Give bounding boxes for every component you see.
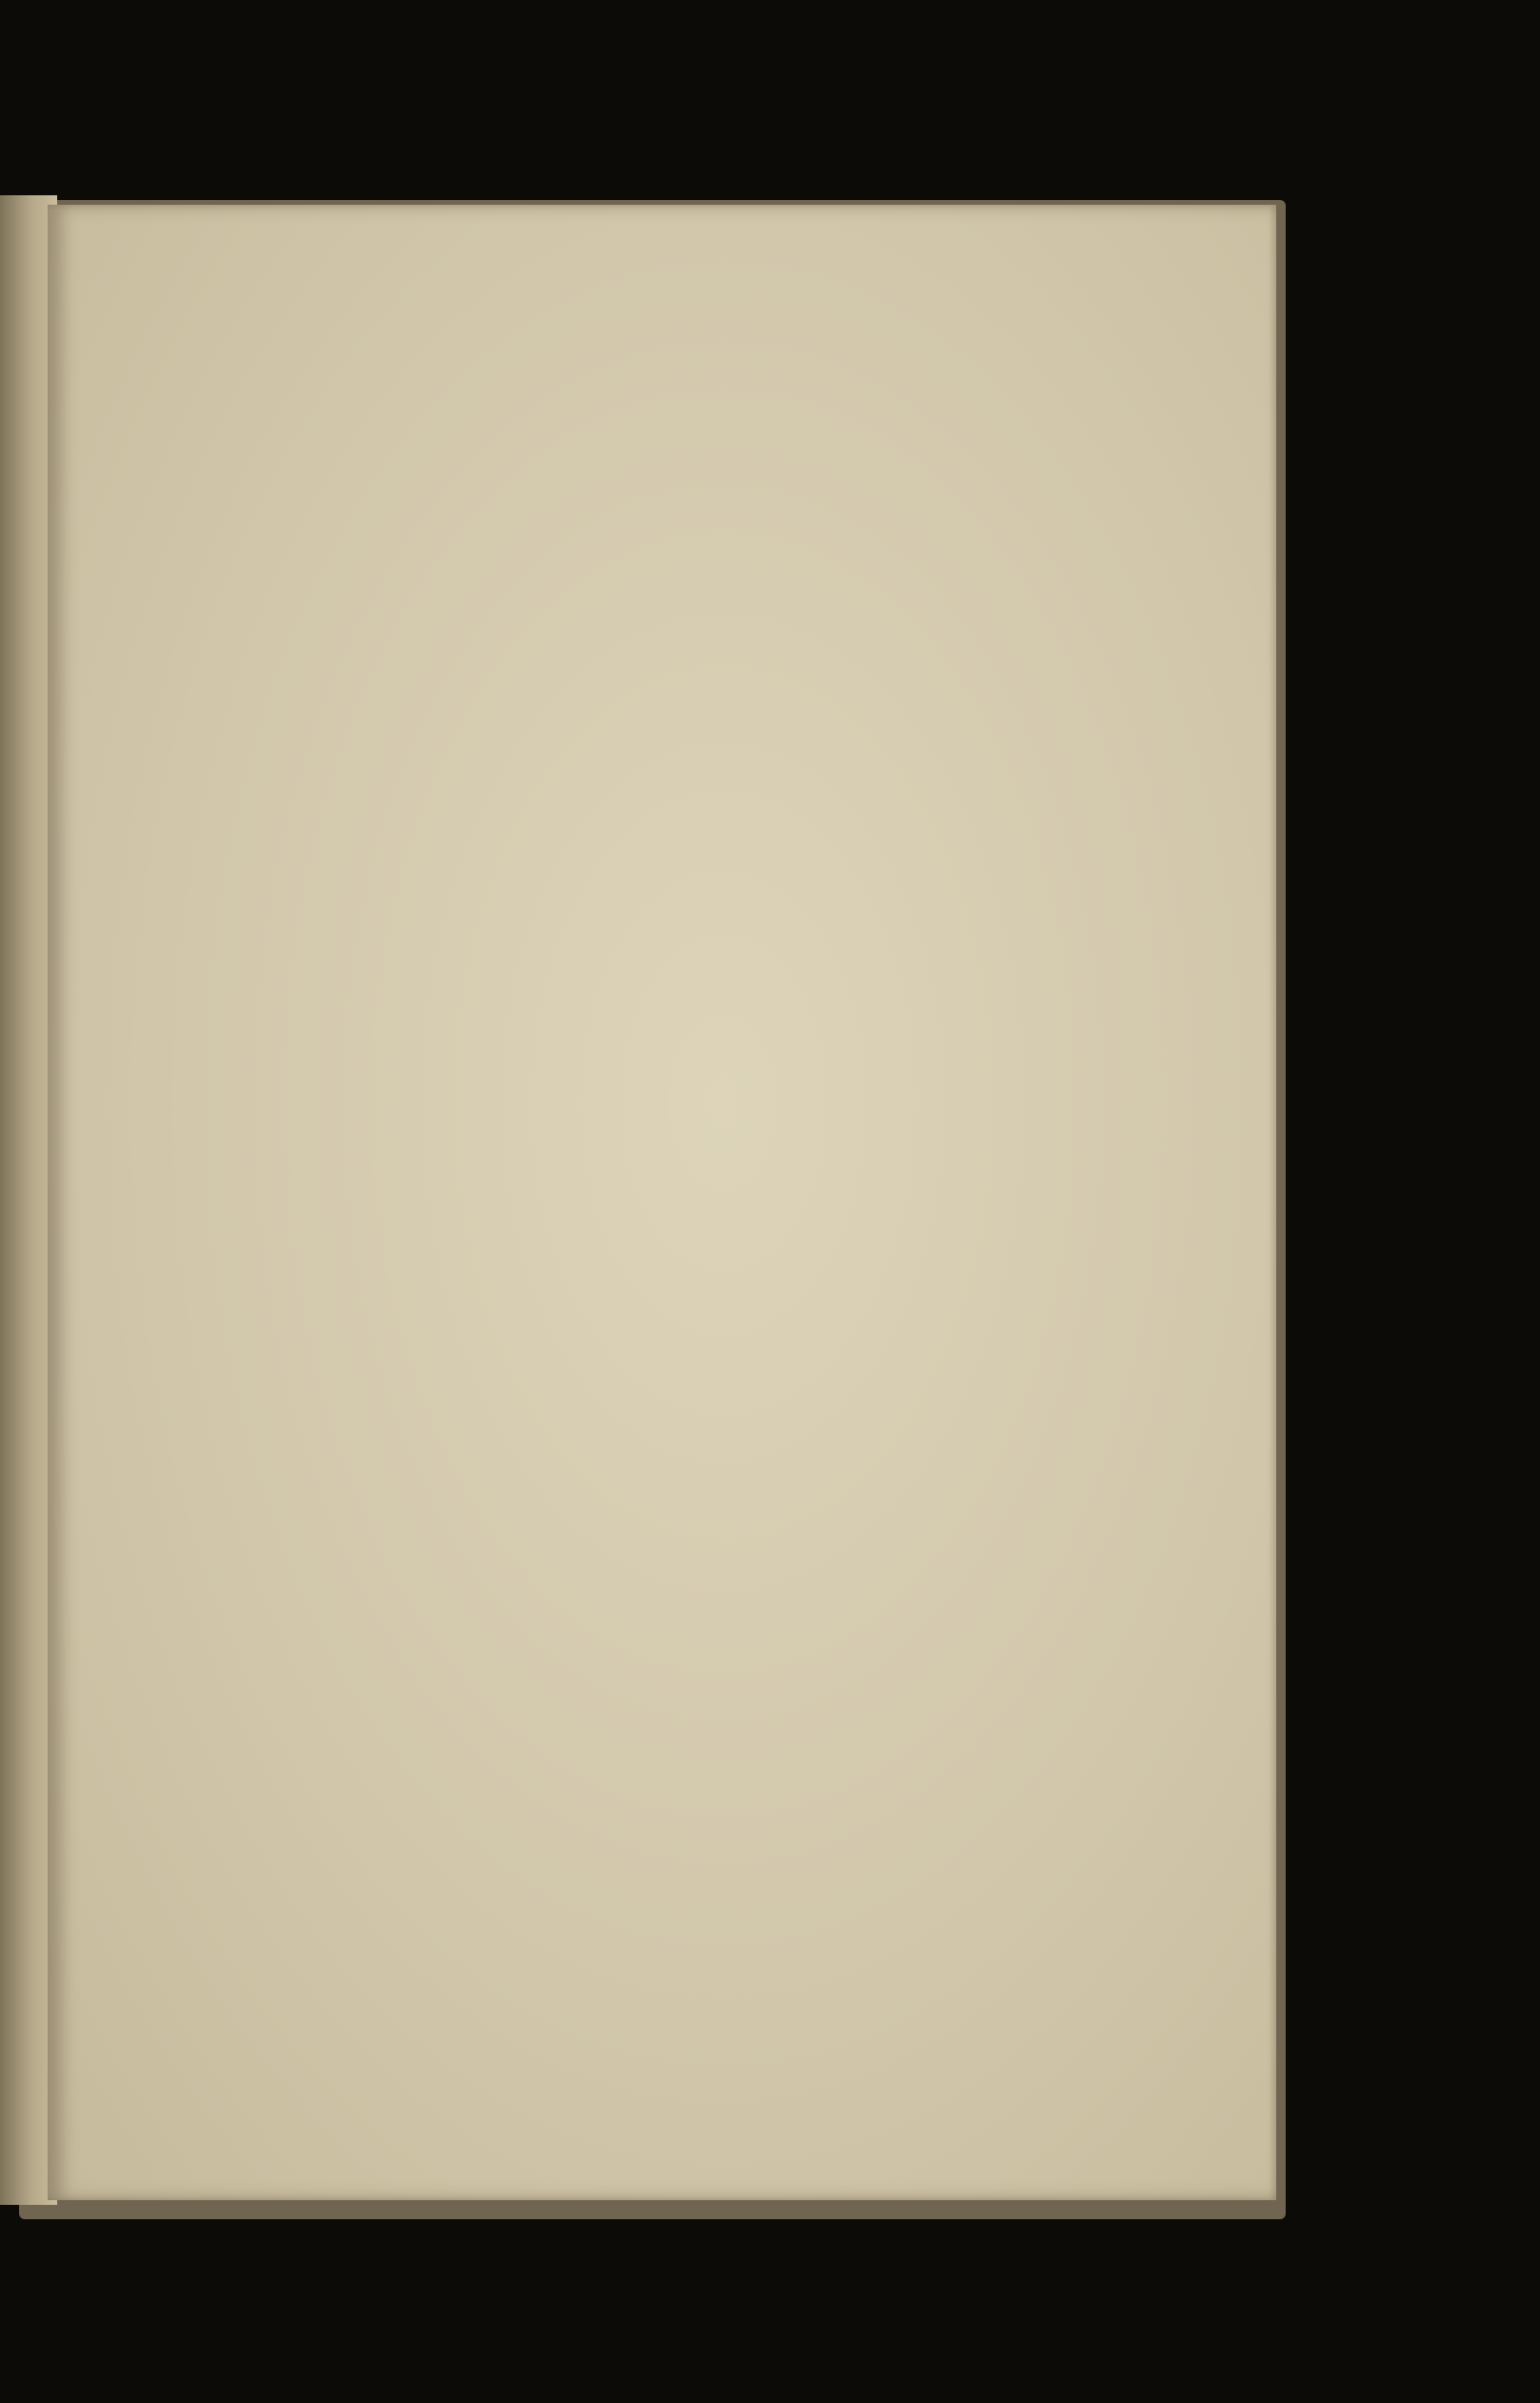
book-page — [48, 205, 1276, 2200]
page-header — [0, 248, 1540, 295]
